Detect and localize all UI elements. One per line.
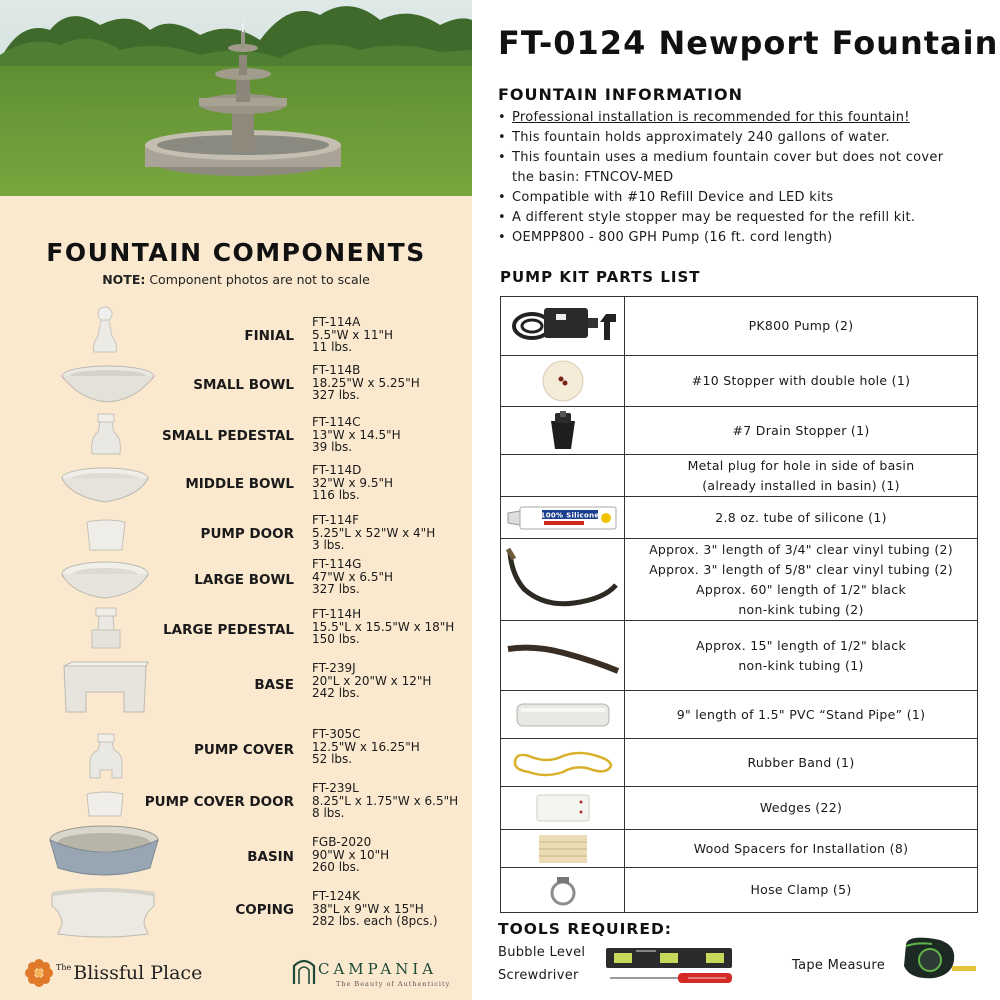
pump-kit-heading: PUMP KIT PARTS LIST (500, 268, 701, 286)
flower-icon (24, 958, 54, 988)
component-specs: FT-305C 12.5"W x 16.25"H 52 lbs. (312, 727, 420, 766)
component-specs: FT-114D 32"W x 9.5"H 116 lbs. (312, 463, 394, 502)
component-specs: FT-114F 5.25"L x 52"W x 4"H 3 lbs. (312, 513, 436, 552)
table-row (501, 356, 978, 407)
component-name: MIDDLE BOWL (185, 476, 294, 492)
component-name: SMALL BOWL (193, 377, 294, 393)
component-small-bowl (0, 362, 472, 408)
part-description: Hose Clamp (5) (625, 868, 978, 913)
table-row (501, 539, 978, 621)
part-description: Metal plug for hole in side of basin (already installed in basin) (1) (625, 455, 978, 497)
component-specs: FT-114A 5.5"W x 11"H 11 lbs. (312, 315, 394, 354)
pvc-pipe-icon (513, 700, 613, 730)
component-finial (0, 306, 472, 358)
part-description: PK800 Pump (2) (625, 297, 978, 356)
middle-bowl-image (60, 466, 150, 506)
campania-mark-icon (292, 956, 316, 986)
pump-door-image (84, 518, 128, 552)
coping-image (48, 884, 158, 940)
component-coping (0, 884, 472, 942)
silicone-label: 100% Silicone (540, 511, 599, 519)
drain-stopper-icon (541, 409, 585, 453)
tool-bubble-level-label: Bubble Level (498, 945, 586, 960)
tool-tape-measure-label: Tape Measure (792, 958, 885, 973)
pump-cover-image (86, 732, 126, 780)
drain-stopper-image (501, 407, 625, 455)
list-item: • Professional installation is recommended for this fountain! (498, 108, 988, 128)
brand-name: Blissful Place (73, 962, 203, 984)
black-tubing-icon (504, 631, 622, 681)
component-pump-cover (0, 728, 472, 782)
pump-kit-table (500, 296, 978, 913)
list-item: • This fountain uses a medium fountain cover but does not cover the basin: FTNCOV-MED (498, 148, 968, 188)
components-note (0, 272, 472, 287)
small-pedestal-image (88, 412, 124, 458)
black-tubing-image (501, 621, 625, 691)
component-name: LARGE BOWL (194, 572, 294, 588)
silicone-image (501, 497, 625, 539)
rubber-band-image (501, 739, 625, 787)
pump-cover-door-image (84, 790, 126, 818)
table-row (501, 830, 978, 868)
part-description: Wedges (22) (625, 787, 978, 830)
component-large-pedestal (0, 606, 472, 656)
stopper-icon (541, 359, 585, 403)
brand-small-text: The (56, 962, 72, 972)
small-bowl-image (60, 364, 156, 406)
bubble-level-icon (604, 944, 734, 972)
table-row (501, 691, 978, 739)
part-description: 9" length of 1.5" PVC “Stand Pipe” (1) (625, 691, 978, 739)
components-panel (0, 0, 472, 1000)
component-name: PUMP COVER DOOR (144, 794, 294, 810)
component-name: PUMP DOOR (200, 526, 294, 542)
hose-clamp-image (501, 868, 625, 913)
table-row (501, 787, 978, 830)
tools-heading: TOOLS REQUIRED: (498, 920, 673, 938)
pump-image (501, 297, 625, 356)
campania-logo (292, 954, 462, 990)
component-name: COPING (235, 902, 294, 918)
table-row (501, 455, 978, 497)
list-item: • OEMPP800 - 800 GPH Pump (16 ft. cord length) (498, 228, 988, 248)
component-specs: FT-124K 38"L x 9"W x 15"H 282 lbs. each (8pcs.) (312, 889, 438, 928)
component-name: SMALL PEDESTAL (162, 428, 294, 444)
part-description: Approx. 3" length of 3/4" clear vinyl tubing (2) Approx. 3" length of 5/8" clear vinyl tubing (2) Approx. 60" length of 1/2" black non-kink tubing (2) (625, 539, 978, 621)
component-specs: FT-239L 8.25"L x 1.75"W x 6.5"H 8 lbs. (312, 781, 459, 820)
component-specs: FT-114C 13"W x 14.5"H 39 lbs. (312, 415, 401, 454)
page-title: FT-0124 Newport Fountain (498, 24, 999, 62)
wood-spacers-image (501, 830, 625, 868)
stopper-image (501, 356, 625, 407)
part-description: Rubber Band (1) (625, 739, 978, 787)
list-item: • A different style stopper may be requested for the refill kit. (498, 208, 988, 228)
component-specs: FGB-2020 90"W x 10"H 260 lbs. (312, 835, 390, 874)
silicone-tube-icon (504, 501, 622, 535)
campania-name: CAMPANIA (318, 960, 438, 978)
tubing-icon (504, 545, 622, 615)
basin-image (48, 824, 160, 878)
part-description: Approx. 15" length of 1/2" black non-kink tubing (1) (625, 621, 978, 691)
component-specs: FT-114H 15.5"L x 15.5"W x 18"H 150 lbs. (312, 607, 455, 646)
tool-screwdriver-label: Screwdriver (498, 968, 579, 983)
table-row (501, 497, 978, 539)
wedges-image (501, 787, 625, 830)
component-name: BASE (254, 677, 294, 693)
part-description: #7 Drain Stopper (1) (625, 407, 978, 455)
table-row (501, 297, 978, 356)
components-heading: FOUNTAIN COMPONENTS (46, 238, 426, 267)
rubber-band-icon (507, 746, 619, 780)
component-pump-cover-door (0, 782, 472, 824)
list-item: • Compatible with #10 Refill Device and LED kits (498, 188, 988, 208)
part-description: #10 Stopper with double hole (1) (625, 356, 978, 407)
table-row (501, 407, 978, 455)
component-base (0, 660, 472, 720)
metal-plug-cell (501, 455, 625, 497)
part-description: Wood Spacers for Installation (8) (625, 830, 978, 868)
blissful-place-logo (24, 956, 202, 990)
note-label: NOTE: (102, 272, 146, 287)
pump-icon (504, 300, 622, 352)
hose-clamp-icon (543, 873, 583, 907)
wedges-icon (533, 792, 593, 824)
list-item: • This fountain holds approximately 240 gallons of water. (498, 128, 988, 148)
note-text: Component photos are not to scale (145, 272, 370, 287)
table-row (501, 739, 978, 787)
component-name: FINIAL (244, 328, 294, 344)
component-large-bowl (0, 558, 472, 604)
component-specs: FT-114G 47"W x 6.5"H 327 lbs. (312, 557, 394, 596)
fountain-info-list (498, 108, 988, 248)
large-pedestal-image (88, 606, 124, 652)
base-image (60, 660, 150, 716)
table-row (501, 868, 978, 913)
component-specs: FT-114B 18.25"W x 5.25"H 327 lbs. (312, 363, 420, 402)
part-description: 2.8 oz. tube of silicone (1) (625, 497, 978, 539)
finial-image (88, 306, 122, 358)
component-name: PUMP COVER (194, 742, 294, 758)
component-specs: FT-239J 20"L x 20"W x 12"H 242 lbs. (312, 661, 432, 700)
component-middle-bowl (0, 462, 472, 508)
fountain-photo (0, 0, 472, 196)
wood-spacers-icon (537, 833, 589, 865)
tubing-image (501, 539, 625, 621)
fountain-info-heading: FOUNTAIN INFORMATION (498, 85, 743, 104)
table-row (501, 621, 978, 691)
component-small-pedestal (0, 412, 472, 458)
component-name: BASIN (247, 849, 294, 865)
large-bowl-image (60, 560, 150, 600)
component-name: LARGE PEDESTAL (163, 622, 294, 638)
tape-measure-icon (898, 934, 982, 982)
component-basin (0, 824, 472, 880)
component-pump-door (0, 512, 472, 556)
campania-tagline: The Beauty of Authenticity (336, 980, 451, 988)
pvc-pipe-image (501, 691, 625, 739)
screwdriver-icon (608, 970, 734, 986)
